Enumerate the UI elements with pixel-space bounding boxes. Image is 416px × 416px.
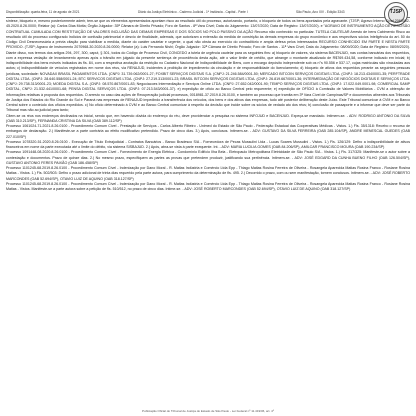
paragraph: Processo 1091448-08.2020.8.26.0100 - Procedimento Comum Cível - Fornecimento de Energia Elétrica - Condomínio Edifício Ilha Bela - Eletropaulo Metropolitana Eletricidade de São Paulo S/A - Vistos. 1.) Fls. 317/325: Manifeste-se o autor sobre a contestação e documentos. Prazo de quinze dias. 2.) No mesmo prazo, especifiquem as partes as provas que pretendem produzir, justificando sua pertinência. Intimem-se. - ADV: JOSÉ EDGARD DA CUNHA BUENO FILHO (OAB 126.504/SP), GUSTAVO ANTONIO FERES PAIXÃO (OAB 186.458/SP) (6, 150, 410, 165)
header-edition: São Paulo, Ano XIV - Edição 3343 (296, 10, 345, 14)
paragraph: Processo 1101245-68.2019.8.26.0100 - Procedimento Comum Cível - Indenização por Dano Moral - R. Matias Indústria e Comércio Ltda Epp - Thiago Matias Rosina Ferreira de Oliveira - Rosangela Aparecida Matias Rosina Franco - Rosiane Rosina Matias - Vistos. 1.) Fls. 502/503: Defiro o prazo adicional de trinta dias requerido pela parte autora, para cumprimento da determinação de fls. 495. 2.) Decorrido o prazo, com ou sem manifestação, tornem conclusos. Intimem-se. - ADV: JOSÉ ROBERTO MARCONDES (OAB 52.694/SP), OTAVIO LUIZ DE AQUINO (OAB 318.127/SP) (6, 166, 410, 181)
header-journal: Diário da Justiça Eletrônico - Caderno Judicial - 1ª Instância - Capital - Parte I (138, 10, 248, 14)
paragraph: Processo 1078320-51.2020.8.26.0100 - Execução de Título Extrajudicial - Contratos Bancários - Banco Bradesco S/A - Fornecedora de Pecas Mussulini Ltda - Lucas Soares Mussulini - Vistos. 1.) Fls. 126/129: Defiro a indisponibilidade de ativos financeiros em nome da parte executada até o limite do débito, via sistema SISBAJUD. 2.) Após, abra-se vista à parte exequente. Int. - ADV: MARIA LUCILIA GOMES (OAB 84.206/SP), AMILCAR FRANCISCO MOURA (OAB 190.234/SP) (6, 139, 410, 149)
paragraph: Processo 1061024-71.2021.8.26.0100 - Procedimento Comum Cível - Prestação de Serviços - Carlos Alberto Ribeiro - Unimed do Estado de São Paulo - Federação Estadual das Cooperativas Médicas - Vistos. 1.) Fls. 35/1318: Recebo o recurso de embargos de declaração. 2.) Manifeste-se a parte contrária ao efeito modificativo pretendido. Prazo de cinco dias. 3.) Após, conclusos. Intimem-se. - ADV: GUSTAVO DA SILVA FERREIRA (OAB 285.104/SP), ANDRE MENESCAL GUEDES (OAB 227.010/SP) (6, 124, 410, 139)
page-header (6, 8, 410, 18)
page-footer: Publicação Oficial do Tribunal de Justiça do Estado de São Paulo - Lei Federal nº 11.419/06, art. 4º (142, 409, 274, 413)
seal-text: TJSP (389, 9, 403, 15)
paragraph: Processo 1101245-68.2019.8.26.0100 - Procedimento Comum Cível - Indenização por Dano Moral - R. Matias Indústria e Comércio Ltda Epp - Thiago Matias Rosina Ferreira de Oliveira - Rosangela Aparecida Matias Rosina Franco - Rosiane Rosina Matias - Vistos. Manifeste-se a parte autora sobre a petição de fls. 510/512, no prazo de cinco dias. Intime-se. - ADV: JOSÉ ROBERTO MARCONDES (OAB 52.694/SP), OTAVIO LUIZ DE AQUINO (OAB 318.127/SP) (6, 181, 410, 191)
paragraph: síntese, bloqueio e, mesmo posteriormente aderir, tem-se que os elementos apresentados apontam risco ao resultado útil do processo, autorizando, portanto, o bloqueio de todos os bens apontados pela agravante. (TJSP; Agravo Interno Cível 2060052-45.2020.8.26.0000; Relator (a): Carlos Dias Motta; Órgão Julgador: 35ª Câmara de Direito Privado; Foro de Santos - 8ª Vara Cível; Data do Julgamento: 13/07/2020; Data de Registro: 13/07/2020). e "AGRAVO DE INSTRUMENTO AÇÃO DE RESCISÃO CONTRATUAL CUMULADA COM RESTITUIÇÃO DE VALORES INCLUSÃO DAS DEMAIS EMPRESAS E DOS SÓCIOS NO POLO PASSIVO DA AÇÃO Recurso não conhecido no particular. TUTELA CAUTELAR Arresto de bens Cabimento Risco ao resultado útil do processo configurado Indícios de confusão patrimonial e desvio de finalidade, ademais, que autorizam a extensão da medida de constrição às demais empresas do grupo econômico e aos respectivos sócios Inteligência do art. 50 do Código Civil Desnecessária a prévia citação para viabilizar a medida, diante do caráter cautelar e urgente, o qual não obsta ao exercício do contraditório e ampla defesa pelos interessados RECURSO CONHECIDO EM PARTE E NESTA PARTE PROVIDO. (TJSP; Agravo de Instrumento 2070968-30.2020.8.26.0000; Relator (a): Luis Fernando Nishi; Órgão Julgador: 32ª Câmara de Direito Privado; Foro de Santos - 11ª Vara Cível; Data do Julgamento: 08/09/2020; Data de Registro: 08/09/2020). Diante disso, nos termos dos artigos 294, 297, 300, caput, § 301, todos do Código de Processo Civil, CONCEDO a tutela de urgência cautelar para os seguintes fins: a) bloqueio de valores, via sistema BACENJUD, nas contas bancárias dos requeridos, com a expressa vedação de levantamento apenas após o trânsito em julgado da presente sentença de procedência desta ação, até o valor limite de crédito, que abrange o montante atualizado de R$769.434,58, conforme indicado em inicial; b) indisponibilidade dos bens móveis indicados às fls. 84, com a respectiva anotação da restrição no Cadastro Nacional de Indisponibilidade de Bens, com o encargo depósito independente sob os n°s 90.556 e 537.17, cujas matrículas são vinculadas aos autos; c) indisponibilidade de veículos registrados em nome dos réus, via RENAJUD, incidentes à proibição de impedimento da circulação e de responsabilidade do licenciamento; d) bloqueio de ativos dos requeridos perante as seguintes pessoas jurídicas, sociedade: NOVADAX BRASIL PAGAMENTOS LTDA. (CNPJ: 31.739.062/0001-27; FOXBIT SERVIÇOS DIGITAIS S.A. (CNPJ: 21.246.584/0001-50; MERCADO BITCOIN SERVIÇOS DIGITAIS LTDA. (CNPJ: 18.213.434/0001-35; PERFTRADE DIGITAL LTDA. (CNPJ: 28.640.558/0001-24; BTC SERVICOS DIGITAIS LTDA. (CNPJ: 27.219.313/0001-23; BRASIL BITCOIN SERVIÇOS DIGITAIS LTDA. (CNPJ: 26.819.667/0001-36; INTERMEDIAÇÃO DE NEGÓCIOS DIGITAIS E SERVIÇOS LTDA. (CNPJ: 29.738.313/0001-23; MOEDA DIGITAL S.A. (CNPJ: 08.570.867/0001-83; Negociacoes Intermediação e Serviços Online LTDA. (CNPJ: 27.652.042/0001-90; TEMPO SERVIÇOS DIGITAIS LTDA. (CNPJ: 17.022.049.0001-98; COMERCIAL SAMP DIGITAL, CNPJ: 21.532.441/0001-68; PENSA DIGITAL SERVIÇOS LTDA. (CNPJ: 07.213.543/0001-37). e) expedição de ofício ao Banco Central pelo requerente; e) expedição de OFÍCIO à Comissão de Valores Mobiliários - CVM a obtenção de informações relativas à proposta dos requeridos. O arresto no caso das ações de Recuperação judicial processos, 0018981-37.2019.8.26.0100, e também ao processo que tramita em 3ª Vara Cível de Campinas/SP e documentos atinentes aos Tribunais de Justiça dos Estados do Rio Grande do Sul e Paraná nas empresas de RENAJUD impedindo a transferência dos veículos, dos bens e dos ativos das empresas, tudo até posterior deliberação deste Juízo. Este Tribunal comunicar à CVM e ao Banco Central sobre o conteúdo dos ofícios expedidos. c) No ofício determinado à CVM e ao Banco Central comunicar à respeito da decisão que incide sobre os sócios de vedado ato dos réus; b) conclusão de passaporte e a informar que deve ser parte do Tribunal mas não ao judicial para tanto; (6, 19, 410, 113)
document-body (6, 19, 410, 192)
header-date: Disponibilização: quarta-feira, 11 de agosto de 2021 (6, 10, 80, 14)
paragraph: Citem-se os réus nos endereços declinados na inicial, sendo que, em havendo dúvida do endereço do réu, deve providenciar a pesquisa no sistema INFOJUD e BACENJUD. Expeça-se mandado. Intimem-se. - ADV: RODRIGO ANTONIO DA SILVA (OAB 310.213/SP), FERNANDA CRISTINA DA SILVA (OAB 389.112/SP) (6, 113, 410, 123)
